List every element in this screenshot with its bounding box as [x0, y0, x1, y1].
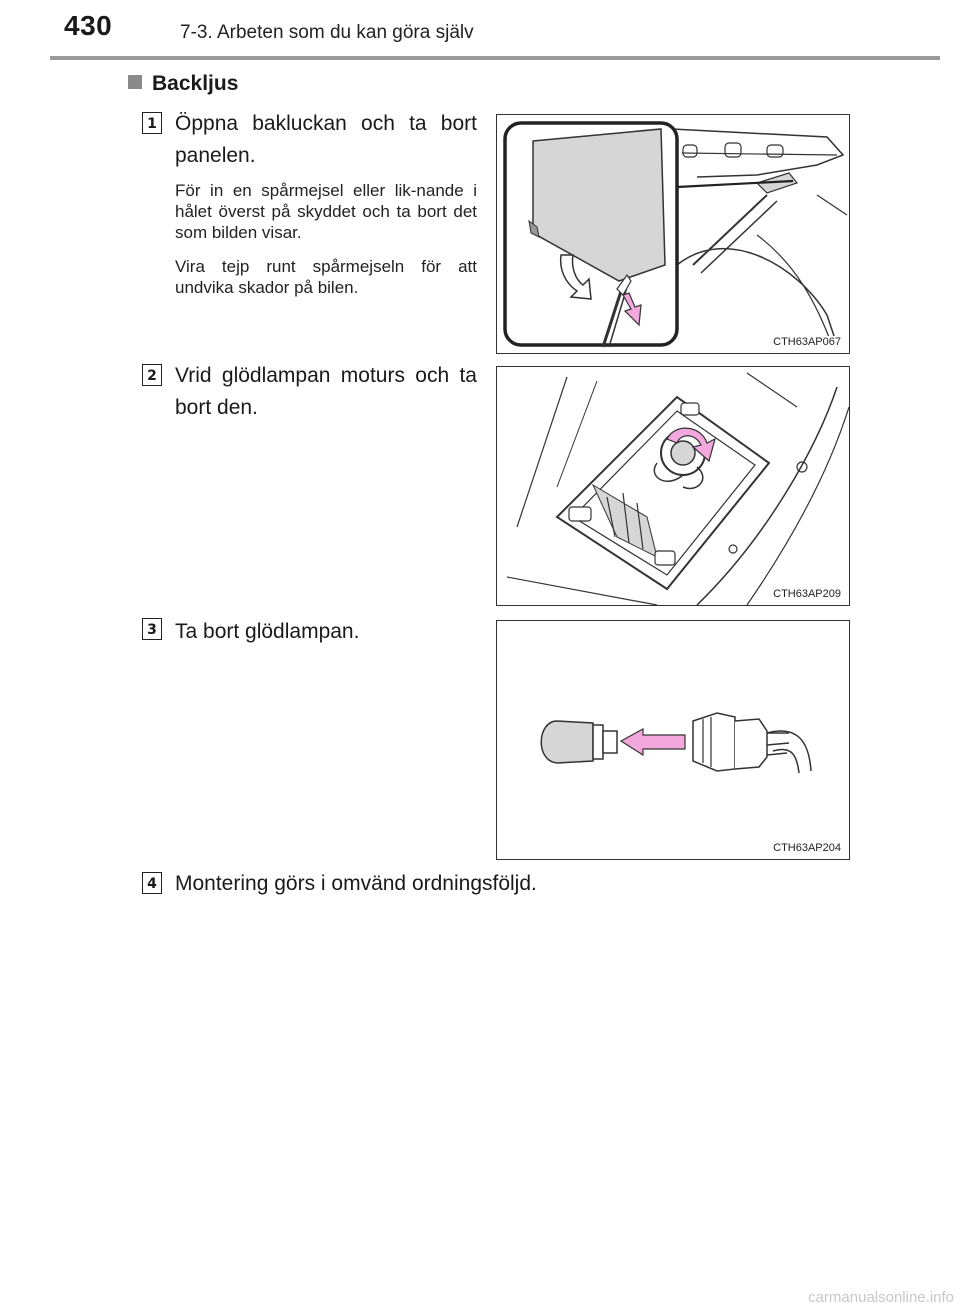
- step-2-text: Vrid glödlampan moturs och ta bort den.: [175, 364, 477, 419]
- page-number: 430: [64, 10, 113, 41]
- step-4-text: Montering görs i omvänd ordningsföljd.: [175, 872, 537, 895]
- step-1-number: 1: [142, 112, 162, 134]
- square-bullet-icon: [128, 75, 142, 89]
- figure-step-1: [496, 114, 850, 354]
- figure-2-code: CTH63AP209: [773, 588, 841, 600]
- section-title: [128, 72, 238, 96]
- tailgate-panel-illustration: [497, 115, 850, 354]
- header-divider: [50, 56, 940, 60]
- step-4-number: 4: [142, 872, 162, 894]
- figure-step-2: [496, 366, 850, 606]
- section-title-text: Backljus: [152, 72, 239, 95]
- section-breadcrumb: 7-3. Arbeten som du kan göra själv: [180, 22, 474, 43]
- figure-step-3: [496, 620, 850, 860]
- site-watermark: carmanualsonline.info: [808, 1289, 954, 1306]
- figure-1-code: CTH63AP067: [773, 336, 841, 348]
- figure-3-code: CTH63AP204: [773, 842, 841, 854]
- step-1-note-2: Vira tejp runt spårmejseln för att undvika skador på bilen.: [175, 257, 477, 297]
- step-2-number: 2: [142, 364, 162, 386]
- bulb-removal-illustration: [497, 621, 850, 860]
- step-3-text: Ta bort glödlampan.: [175, 620, 360, 643]
- step-1-text: Öppna bakluckan och ta bort panelen.: [175, 112, 477, 167]
- bulb-socket-illustration: [497, 367, 850, 606]
- step-1-note-1: För in en spårmejsel eller lik-nande i hålet överst på skyddet och ta bort det som bilden visar.: [175, 181, 477, 242]
- step-3-number: 3: [142, 618, 162, 640]
